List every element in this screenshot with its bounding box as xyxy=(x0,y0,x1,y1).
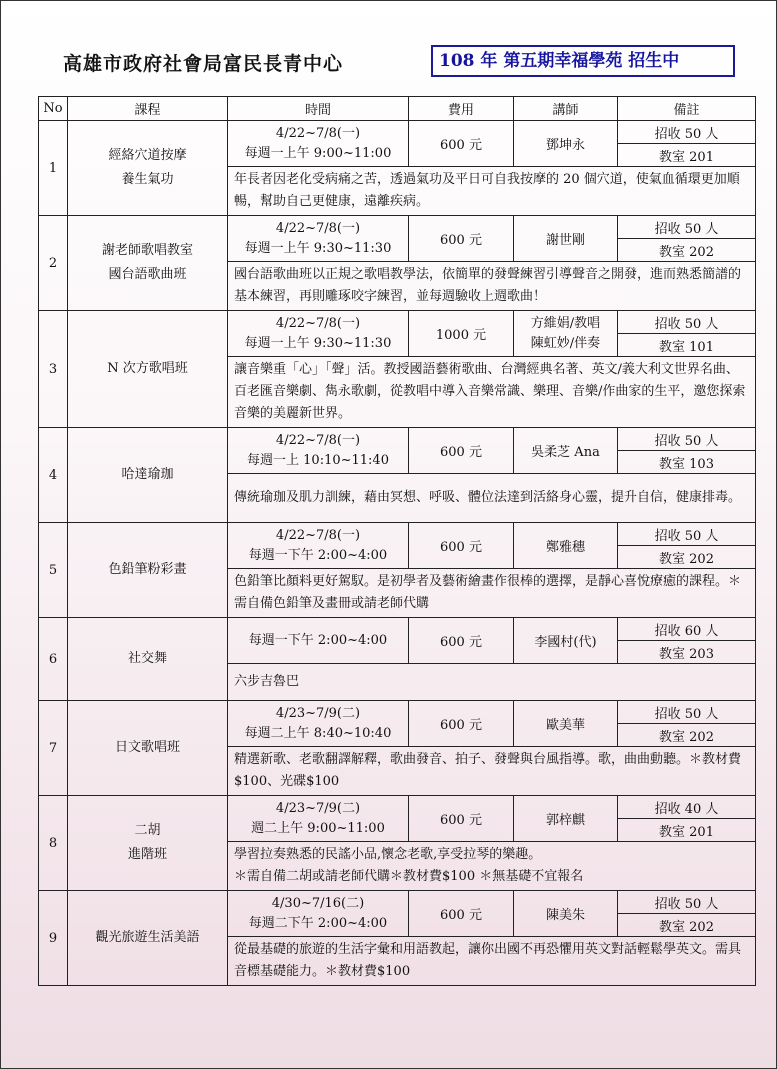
course-time xyxy=(228,311,409,357)
course-teacher xyxy=(514,216,618,262)
course-room: 教室 101 xyxy=(618,334,756,357)
course-teacher xyxy=(514,891,618,937)
course-name xyxy=(68,216,228,311)
course-name-line1: N 次方歌唱班 xyxy=(107,361,188,376)
row-number: 8 xyxy=(39,796,68,891)
course-fee: 600 元 xyxy=(409,701,514,747)
course-description: 傳統瑜珈及肌力訓練，藉由冥想、呼吸、體位法達到活絡身心靈，提升自信，健康排毒。 xyxy=(228,474,756,523)
course-teacher xyxy=(514,428,618,474)
table-row xyxy=(39,891,756,914)
course-hours: 週二上午 9:00~11:00 xyxy=(251,820,385,836)
course-name-line1: 哈達瑜珈 xyxy=(121,467,174,482)
row-number: 7 xyxy=(39,701,68,796)
course-date: 4/22~7/8(一) xyxy=(275,125,361,141)
course-fee: 600 元 xyxy=(409,523,514,569)
course-time xyxy=(228,216,409,262)
course-time xyxy=(228,796,409,842)
course-name xyxy=(68,428,228,523)
course-name-line1: 經絡穴道按摩 xyxy=(108,148,187,163)
course-name xyxy=(68,796,228,891)
course-hours: 每週一上 10:10~11:40 xyxy=(247,452,389,468)
course-teacher xyxy=(514,311,618,357)
course-fee: 600 元 xyxy=(409,618,514,664)
course-room: 教室 103 xyxy=(618,451,756,474)
course-teacher xyxy=(514,618,618,664)
course-description: 從最基礎的旅遊的生活字彙和用語教起，讓你出國不再恐懼用英文對話輕鬆學英文。需具音標基礎能力。＊教材費$100 xyxy=(228,937,756,986)
header-course: 課程 xyxy=(68,97,228,121)
course-quota: 招收 50 人 xyxy=(618,428,756,451)
row-number: 4 xyxy=(39,428,68,523)
teacher-line1: 歐美華 xyxy=(545,718,585,733)
row-number: 1 xyxy=(39,121,68,216)
course-description: 精選新歌、老歌翻譯解釋，歌曲發音、拍子、發聲與台風指導。歌，曲曲動聽。＊教材費$100、光碟$100 xyxy=(228,747,756,796)
header xyxy=(1,45,776,79)
row-number: 2 xyxy=(39,216,68,311)
table-row xyxy=(39,618,756,641)
header-note: 備註 xyxy=(618,97,756,121)
course-room: 教室 202 xyxy=(618,914,756,937)
course-hours: 每週二下午 2:00~4:00 xyxy=(248,915,388,931)
course-description: 國台語歌曲班以正規之歌唱教學法，依簡單的發聲練習引導聲音之開發，進而熟悉簡譜的基本練習，再則雕琢咬字練習，並每週驗收上週歌曲！ xyxy=(228,262,756,311)
course-time xyxy=(228,428,409,474)
teacher-line1: 陳美朱 xyxy=(545,908,585,923)
course-name-line1: 日文歌唱班 xyxy=(114,740,180,755)
header-no: No xyxy=(39,97,68,121)
teacher-line1: 鄧坤永 xyxy=(545,138,585,153)
teacher-line1: 鄭雅穗 xyxy=(545,540,585,555)
course-name-line1: 社交舞 xyxy=(127,651,167,666)
course-room: 教室 202 xyxy=(618,546,756,569)
course-date: 4/22~7/8(一) xyxy=(275,432,361,448)
course-hours: 每週二上午 8:40~10:40 xyxy=(244,725,392,741)
course-name xyxy=(68,618,228,701)
course-room: 教室 201 xyxy=(618,819,756,842)
course-date: 4/22~7/8(一) xyxy=(275,220,361,236)
course-hours: 每週一下午 2:00~4:00 xyxy=(248,547,388,563)
course-room: 教室 201 xyxy=(618,144,756,167)
course-description: 色鉛筆比顏料更好駕馭。是初學者及藝術繪畫作很棒的選擇，是靜心喜悅療癒的課程。＊需自備色鉛筆及畫冊或請老師代購 xyxy=(228,569,756,618)
course-name-line2: 國台語歌曲班 xyxy=(108,267,187,282)
teacher-line1: 吳柔芝 Ana xyxy=(531,445,600,460)
course-quota: 招收 50 人 xyxy=(618,121,756,144)
description-line1: 學習拉奏熟悉的民謠小品,懷念老歌,享受拉琴的樂趣。 xyxy=(234,847,542,862)
course-table xyxy=(38,96,756,986)
course-name-line1: 謝老師歌唱教室 xyxy=(101,243,193,258)
course-name-line2: 進階班 xyxy=(127,847,167,862)
description-line2: ＊需自備二胡或請老師代購＊教材費$100 ＊無基礎不宜報名 xyxy=(234,869,584,884)
table-row xyxy=(39,311,756,334)
row-number: 3 xyxy=(39,311,68,428)
table-row xyxy=(39,216,756,239)
course-room: 教室 202 xyxy=(618,724,756,747)
course-fee: 600 元 xyxy=(409,796,514,842)
table-row xyxy=(39,796,756,819)
course-room: 教室 202 xyxy=(618,239,756,262)
course-name xyxy=(68,523,228,618)
course-date: 4/22~7/8(一) xyxy=(275,315,361,331)
course-time xyxy=(228,618,409,664)
teacher-line2: 陳虹妙/伴奏 xyxy=(530,335,601,351)
course-fee: 1000 元 xyxy=(409,311,514,357)
table-row xyxy=(39,701,756,724)
course-description xyxy=(228,842,756,891)
table-row xyxy=(39,428,756,451)
course-name xyxy=(68,701,228,796)
course-fee: 600 元 xyxy=(409,216,514,262)
course-name xyxy=(68,891,228,986)
course-time xyxy=(228,891,409,937)
course-name-line1: 二胡 xyxy=(134,823,161,838)
course-name-line1: 觀光旅遊生活美語 xyxy=(95,930,200,945)
header-teacher: 講師 xyxy=(514,97,618,121)
course-hours: 每週一上午 9:30~11:30 xyxy=(244,240,392,256)
row-number: 5 xyxy=(39,523,68,618)
course-fee: 600 元 xyxy=(409,428,514,474)
course-description: 讓音樂重「心」「聲」活。教授國語藝術歌曲、台灣經典名著、英文/義大利文世界名曲、百老匯音樂劇、雋永歌劇，從教唱中導入音樂常識、樂理、音樂/作曲家的生平，邀您探索音樂的美麗新世界。 xyxy=(228,357,756,428)
term-badge: 108 年 第五期幸福學苑 招生中 xyxy=(431,45,735,77)
course-teacher xyxy=(514,121,618,167)
course-date: 4/22~7/8(一) xyxy=(275,527,361,543)
teacher-line1: 謝世剛 xyxy=(545,233,585,248)
course-name-line1: 色鉛筆粉彩畫 xyxy=(108,562,187,577)
row-number: 9 xyxy=(39,891,68,986)
course-teacher xyxy=(514,796,618,842)
course-quota: 招收 50 人 xyxy=(618,891,756,914)
course-fee: 600 元 xyxy=(409,121,514,167)
table-body xyxy=(39,121,756,986)
course-name-line2: 養生氣功 xyxy=(121,172,174,187)
header-fee: 費用 xyxy=(409,97,514,121)
course-quota: 招收 50 人 xyxy=(618,311,756,334)
course-room: 教室 203 xyxy=(618,641,756,664)
course-date: 4/23~7/9(二) xyxy=(275,705,361,721)
table-header-row xyxy=(39,97,756,121)
course-quota: 招收 50 人 xyxy=(618,523,756,546)
course-date: 4/23~7/9(二) xyxy=(275,800,361,816)
teacher-line1: 方維娟/教唱 xyxy=(530,315,601,331)
course-hours: 每週一下午 2:00~4:00 xyxy=(248,632,388,648)
teacher-line1: 李國村(代) xyxy=(534,635,597,650)
course-fee: 600 元 xyxy=(409,891,514,937)
table-row xyxy=(39,523,756,546)
course-description: 年長者因老化受病痛之苦，透過氣功及平日可自我按摩的 20 個穴道，使氣血循環更加順暢，幫助自己更健康，遠離疾病。 xyxy=(228,167,756,216)
course-time xyxy=(228,701,409,747)
course-quota: 招收 50 人 xyxy=(618,216,756,239)
course-description: 六步吉魯巴 xyxy=(228,664,756,701)
course-name xyxy=(68,121,228,216)
course-date: 4/30~7/16(二) xyxy=(271,895,365,911)
course-teacher xyxy=(514,523,618,569)
table-row xyxy=(39,121,756,144)
page-title: 高雄市政府社會局富民長青中心 xyxy=(63,53,344,75)
row-number: 6 xyxy=(39,618,68,701)
course-quota: 招收 50 人 xyxy=(618,701,756,724)
teacher-line1: 郭梓麒 xyxy=(545,813,585,828)
course-quota: 招收 60 人 xyxy=(618,618,756,641)
header-time: 時間 xyxy=(228,97,409,121)
course-hours: 每週一上午 9:00~11:00 xyxy=(244,145,392,161)
course-hours: 每週一上午 9:30~11:30 xyxy=(244,335,392,351)
course-time xyxy=(228,523,409,569)
course-quota: 招收 40 人 xyxy=(618,796,756,819)
course-teacher xyxy=(514,701,618,747)
course-name xyxy=(68,311,228,428)
course-time xyxy=(228,121,409,167)
